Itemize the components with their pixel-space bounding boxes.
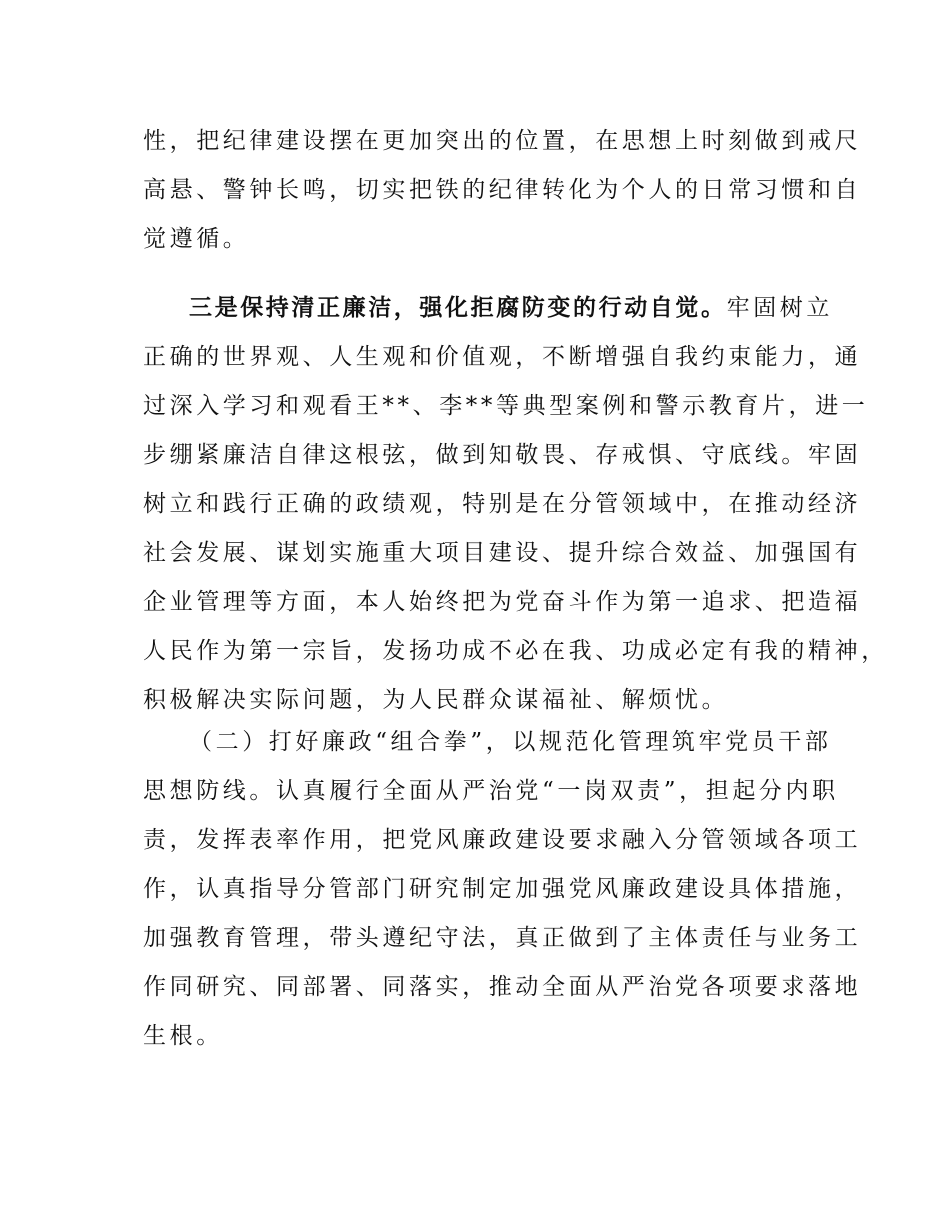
text-line: 过深入学习和观看王**、李**等典型案例和警示教育片，进一 — [143, 393, 869, 419]
text-run: 牢固树立 — [726, 295, 834, 321]
text-line: 人民作为第一宗旨，发扬功成不必在我、功成必定有我的精神， — [143, 638, 888, 664]
text-line: 积极解决实际问题，为人民群众谋福祉、解烦忧。 — [143, 687, 729, 713]
text-line: 企业管理等方面，本人始终把为党奋斗作为第一追求、把造福 — [143, 589, 862, 615]
text-line: 加强教育管理，带头遵纪守法，真正做到了主体责任与业务工 — [143, 925, 862, 951]
section-heading: 三是保持清正廉洁，强化拒腐防变的行动自觉。 — [189, 295, 727, 321]
text-line: 责，发挥表率作用，把党风廉政建设要求融入分管领域各项工 — [143, 827, 862, 853]
text-line: 步绷紧廉洁自律这根弦，做到知敬畏、存戒惧、守底线。牢固 — [143, 442, 862, 468]
text-line: 高悬、警钟长鸣，切实把铁的纪律转化为个人的日常习惯和自 — [143, 177, 862, 203]
paragraph-discipline — [143, 117, 862, 264]
text-line: 觉遵循。 — [143, 226, 250, 252]
text-line: 正确的世界观、人生观和价值观，不断增强自我约束能力，通 — [143, 344, 862, 370]
text-line: 作，认真指导分管部门研究制定加强党风廉政建设具体措施， — [143, 876, 862, 902]
text-line — [143, 284, 834, 333]
paragraph-integrity — [143, 284, 888, 725]
text-line: 生根。 — [143, 1023, 223, 1049]
paragraph-combination-punch — [143, 718, 862, 1061]
text-line: 作同研究、同部署、同落实，推动全面从严治党各项要求落地 — [143, 974, 862, 1000]
text-line: 社会发展、谋划实施重大项目建设、提升综合效益、加强国有 — [143, 540, 862, 566]
text-line: 思想防线。认真履行全面从严治党“一岗双责”，担起分内职 — [143, 778, 839, 804]
text-line: 性，把纪律建设摆在更加突出的位置，在思想上时刻做到戒尺 — [143, 128, 862, 154]
text-line: （二）打好廉政“组合拳”，以规范化管理筑牢党员干部 — [189, 729, 832, 755]
text-line: 树立和践行正确的政绩观，特别是在分管领域中，在推动经济 — [143, 491, 862, 517]
